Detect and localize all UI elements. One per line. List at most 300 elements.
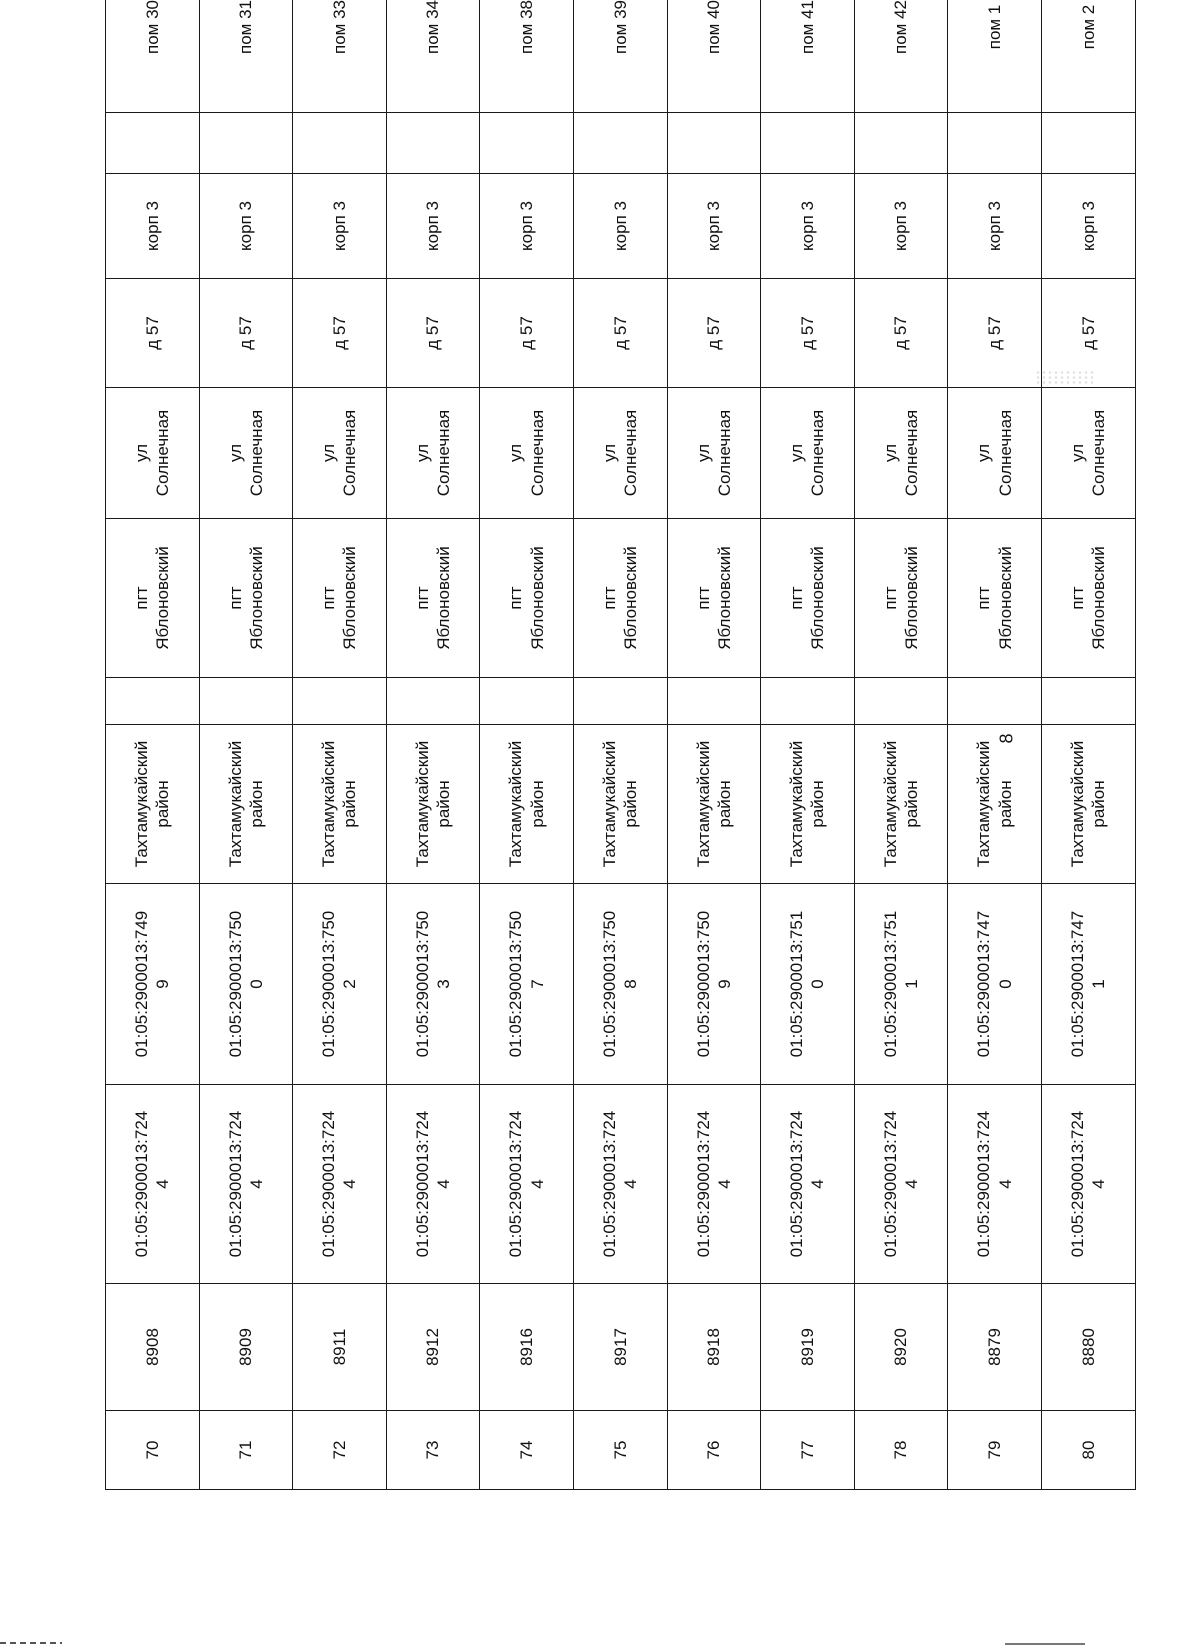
cell-cadastral-number-text: 0 [995, 979, 1015, 989]
cell-cadastral-number-text: 1 [902, 979, 922, 989]
cell-parent-cadastral [948, 1085, 1042, 1284]
cell-building-text: корп 3 [1078, 201, 1098, 251]
cell-settlement-text: Яблоновский [995, 546, 1015, 650]
cell-district-text: Тахтамукайский [693, 740, 713, 868]
cell-district-text: Тахтамукайский [506, 740, 526, 868]
cell-empty [948, 113, 1042, 174]
table-row [386, 0, 480, 1490]
cell-empty [761, 113, 855, 174]
cell-settlement [854, 519, 948, 678]
cell-parent-cadastral-text: 01:05:2900013:724 [787, 1110, 807, 1258]
cell-building-text: корп 3 [329, 201, 349, 251]
cell-parent-cadastral-text: 4 [808, 1179, 828, 1189]
cell-street-text: Солнечная [340, 409, 360, 497]
cell-cadastral-number [761, 884, 855, 1085]
cell-row-number [948, 1411, 1042, 1490]
cell-district [948, 725, 1042, 884]
table-row [199, 0, 293, 1490]
cell-object-code-text: 8909 [236, 1328, 256, 1366]
cell-cadastral-number-text: 7 [527, 979, 547, 989]
cell-district-text: район [1089, 780, 1109, 828]
cell-cadastral-number-text: 01:05:2900013:750 [319, 910, 339, 1058]
cell-empty [948, 678, 1042, 725]
table-row [106, 0, 200, 1490]
cell-building-text: корп 3 [610, 201, 630, 251]
cell-object-code-text: 8880 [1078, 1328, 1098, 1366]
cell-parent-cadastral-text: 01:05:2900013:724 [506, 1110, 526, 1258]
table-row [854, 0, 948, 1490]
cell-building-text: корп 3 [704, 201, 724, 251]
cell-cadastral-number [854, 884, 948, 1085]
cell-object-code [573, 1284, 667, 1411]
cell-empty [386, 113, 480, 174]
cell-house-text: д 57 [891, 316, 911, 350]
cell-empty [1041, 113, 1135, 174]
cell-street-text: Солнечная [153, 409, 173, 497]
cell-room [1041, 0, 1135, 113]
cell-street-text: ул [974, 443, 994, 463]
table-row [948, 0, 1042, 1490]
cell-cadastral-number-text: 01:05:2900013:750 [600, 910, 620, 1058]
cell-row-number [386, 1411, 480, 1490]
cell-cadastral-number-text: 0 [246, 979, 266, 989]
cell-parent-cadastral-text: 4 [340, 1179, 360, 1189]
cell-district-text: район [902, 780, 922, 828]
cell-settlement-text: пгт [132, 586, 152, 610]
cell-room-text: пом 40 [704, 0, 724, 54]
cell-building [106, 174, 200, 279]
cell-object-code [106, 1284, 200, 1411]
cell-empty [1041, 678, 1135, 725]
cell-room [761, 0, 855, 113]
cell-district [480, 725, 574, 884]
cell-empty [573, 113, 667, 174]
cell-settlement [199, 519, 293, 678]
cell-parent-cadastral-text: 4 [527, 1179, 547, 1189]
cell-street [573, 388, 667, 519]
cell-parent-cadastral [293, 1085, 387, 1284]
cell-street-text: ул [412, 443, 432, 463]
cell-settlement [106, 519, 200, 678]
cell-cadastral-number-text: 2 [340, 979, 360, 989]
cell-settlement-text: пгт [974, 586, 994, 610]
cell-street-text: Солнечная [995, 409, 1015, 497]
cell-parent-cadastral [386, 1085, 480, 1284]
rotated-table-container [105, 0, 1135, 1490]
cell-room-text: пом 39 [610, 0, 630, 54]
cell-room [106, 0, 200, 113]
cell-settlement-text: Яблоновский [1089, 546, 1109, 650]
cell-settlement [386, 519, 480, 678]
cell-street [106, 388, 200, 519]
cell-district-text: район [434, 780, 454, 828]
cell-parent-cadastral-text: 4 [1089, 1179, 1109, 1189]
cell-object-code-text: 8919 [797, 1328, 817, 1366]
cell-parent-cadastral-text: 4 [246, 1179, 266, 1189]
table-row [761, 0, 855, 1490]
cell-house-text: д 57 [142, 316, 162, 350]
cell-street [854, 388, 948, 519]
cell-settlement-text: пгт [1067, 586, 1087, 610]
cell-district-text: район [714, 780, 734, 828]
cell-empty [106, 678, 200, 725]
cell-street-text: ул [693, 443, 713, 463]
cell-empty [293, 113, 387, 174]
cell-street-text: ул [225, 443, 245, 463]
cell-building [386, 174, 480, 279]
cell-building-text: корп 3 [423, 201, 443, 251]
cell-parent-cadastral-text: 01:05:2900013:724 [132, 1110, 152, 1258]
cell-parent-cadastral-text: 4 [153, 1179, 173, 1189]
cell-cadastral-number-text: 01:05:2900013:750 [225, 910, 245, 1058]
cell-empty [854, 678, 948, 725]
cell-object-code [854, 1284, 948, 1411]
cell-street [480, 388, 574, 519]
cell-cadastral-number-text: 1 [1089, 979, 1109, 989]
cell-parent-cadastral [199, 1085, 293, 1284]
cell-room-text: пом 33 [329, 0, 349, 54]
cell-house-text: д 57 [329, 316, 349, 350]
cell-house [199, 279, 293, 388]
cell-street [948, 388, 1042, 519]
cell-street [199, 388, 293, 519]
cell-parent-cadastral-text: 4 [902, 1179, 922, 1189]
cell-room-text: пом 42 [891, 0, 911, 54]
cell-row-number-text: 78 [891, 1440, 911, 1460]
cell-row-number-text: 76 [704, 1440, 724, 1460]
cell-district-text: район [153, 780, 173, 828]
cell-street-text: Солнечная [714, 409, 734, 497]
cell-parent-cadastral [106, 1085, 200, 1284]
cell-empty [573, 678, 667, 725]
cell-district-text: Тахтамукайский [319, 740, 339, 868]
cell-empty [667, 113, 761, 174]
table-row [293, 0, 387, 1490]
cell-settlement-text: Яблоновский [621, 546, 641, 650]
cell-district-text: Тахтамукайский [880, 740, 900, 868]
cell-building [480, 174, 574, 279]
cell-district-text: Тахтамукайский [132, 740, 152, 868]
cell-room [293, 0, 387, 113]
cell-house-text: д 57 [704, 316, 724, 350]
cell-object-code-text: 8916 [517, 1328, 537, 1366]
cell-row-number [761, 1411, 855, 1490]
cell-cadastral-number-text: 01:05:2900013:747 [1067, 910, 1087, 1058]
cell-cadastral-number-text: 01:05:2900013:749 [132, 910, 152, 1058]
cell-settlement-text: пгт [787, 586, 807, 610]
cell-district-text: Тахтамукайский [787, 740, 807, 868]
cell-street-text: Солнечная [621, 409, 641, 497]
cell-parent-cadastral-text: 01:05:2900013:724 [974, 1110, 994, 1258]
cell-house [854, 279, 948, 388]
cell-district-text: Тахтамукайский [412, 740, 432, 868]
cell-cadastral-number-text: 01:05:2900013:750 [506, 910, 526, 1058]
cell-cadastral-number [386, 884, 480, 1085]
cell-cadastral-number-text: 3 [434, 979, 454, 989]
cell-cadastral-number [106, 884, 200, 1085]
cell-settlement-text: пгт [225, 586, 245, 610]
cell-house [948, 279, 1042, 388]
cell-room-text: пом 41 [797, 0, 817, 54]
cell-settlement-text: пгт [880, 586, 900, 610]
cell-row-number-text: 79 [985, 1440, 1005, 1460]
cell-cadastral-number [199, 884, 293, 1085]
cell-street-text: ул [600, 443, 620, 463]
cell-row-number [1041, 1411, 1135, 1490]
registry-table-body [106, 0, 1136, 1490]
cell-parent-cadastral [761, 1085, 855, 1284]
cell-object-code [293, 1284, 387, 1411]
cell-row-number-text: 72 [329, 1440, 349, 1460]
cell-cadastral-number-text: 01:05:2900013:750 [412, 910, 432, 1058]
cell-parent-cadastral [667, 1085, 761, 1284]
cell-settlement [293, 519, 387, 678]
cell-parent-cadastral-text: 01:05:2900013:724 [693, 1110, 713, 1258]
cell-settlement [761, 519, 855, 678]
cell-building [573, 174, 667, 279]
cell-street [667, 388, 761, 519]
cell-building-text: корп 3 [517, 201, 537, 251]
cell-parent-cadastral-text: 4 [995, 1179, 1015, 1189]
cell-cadastral-number [480, 884, 574, 1085]
cell-settlement-text: пгт [693, 586, 713, 610]
cell-parent-cadastral-text: 4 [714, 1179, 734, 1189]
cell-building [199, 174, 293, 279]
cell-row-number [573, 1411, 667, 1490]
cell-building [948, 174, 1042, 279]
cell-house [480, 279, 574, 388]
cell-street-text: ул [787, 443, 807, 463]
cell-district-text: район [808, 780, 828, 828]
cell-house-text: д 57 [610, 316, 630, 350]
cell-row-number [293, 1411, 387, 1490]
property-registry-table [105, 0, 1136, 1490]
cell-district [667, 725, 761, 884]
cell-empty [854, 113, 948, 174]
cell-cadastral-number-text: 01:05:2900013:750 [693, 910, 713, 1058]
cell-house [106, 279, 200, 388]
cell-room-text: пом 38 [517, 0, 537, 54]
cell-cadastral-number [1041, 884, 1135, 1085]
cell-parent-cadastral-text: 01:05:2900013:724 [319, 1110, 339, 1258]
cell-house [761, 279, 855, 388]
cell-cadastral-number-text: 9 [714, 979, 734, 989]
cell-parent-cadastral [573, 1085, 667, 1284]
cell-object-code [761, 1284, 855, 1411]
cell-street-text: ул [132, 443, 152, 463]
cell-cadastral-number [573, 884, 667, 1085]
cell-parent-cadastral-text: 01:05:2900013:724 [600, 1110, 620, 1258]
cell-house-text: д 57 [423, 316, 443, 350]
cell-district [199, 725, 293, 884]
cell-parent-cadastral-text: 4 [621, 1179, 641, 1189]
cell-street [386, 388, 480, 519]
cell-cadastral-number-text: 01:05:2900013:751 [787, 910, 807, 1058]
cell-settlement-text: Яблоновский [340, 546, 360, 650]
cell-house-text: д 57 [1078, 316, 1098, 350]
cell-district-text: район [621, 780, 641, 828]
cell-building-text: корп 3 [797, 201, 817, 251]
cell-object-code-text: 8918 [704, 1328, 724, 1366]
cell-district [386, 725, 480, 884]
cell-empty [293, 678, 387, 725]
cell-settlement-text: Яблоновский [434, 546, 454, 650]
cell-settlement-text: Яблоновский [714, 546, 734, 650]
cell-district-text: Тахтамукайский [974, 740, 994, 868]
cell-street-text: Солнечная [808, 409, 828, 497]
cell-district [854, 725, 948, 884]
cell-object-code-text: 8879 [985, 1328, 1005, 1366]
cell-object-code [948, 1284, 1042, 1411]
cell-house [293, 279, 387, 388]
cell-street-text: ул [319, 443, 339, 463]
cell-settlement-text: пгт [412, 586, 432, 610]
cell-room [667, 0, 761, 113]
cell-district-text: район [527, 780, 547, 828]
cell-house [386, 279, 480, 388]
cell-empty [667, 678, 761, 725]
cell-object-code [386, 1284, 480, 1411]
cell-building-text: корп 3 [236, 201, 256, 251]
cell-building [854, 174, 948, 279]
cell-object-code-text: 8908 [142, 1328, 162, 1366]
cell-street-text: ул [880, 443, 900, 463]
cell-district-text: Тахтамукайский [1067, 740, 1087, 868]
cell-object-code-text: 8917 [610, 1328, 630, 1366]
cell-row-number-text: 77 [797, 1440, 817, 1460]
cell-district [106, 725, 200, 884]
cell-settlement-text: пгт [319, 586, 339, 610]
cell-street-text: ул [506, 443, 526, 463]
cell-room-text: пом 31 [236, 0, 256, 54]
cell-district [573, 725, 667, 884]
cell-parent-cadastral-text: 01:05:2900013:724 [412, 1110, 432, 1258]
cell-cadastral-number [948, 884, 1042, 1085]
cell-empty [761, 678, 855, 725]
cell-parent-cadastral [480, 1085, 574, 1284]
cell-street-text: Солнечная [902, 409, 922, 497]
cell-empty [386, 678, 480, 725]
cell-room [480, 0, 574, 113]
table-row [667, 0, 761, 1490]
cell-parent-cadastral [1041, 1085, 1135, 1284]
cell-settlement-text: пгт [506, 586, 526, 610]
cell-row-number-text: 71 [236, 1440, 256, 1460]
cell-empty [480, 678, 574, 725]
page-number: 8 [996, 733, 1017, 744]
table-row [480, 0, 574, 1490]
cell-street [293, 388, 387, 519]
table-row [573, 0, 667, 1490]
cell-cadastral-number-text: 0 [808, 979, 828, 989]
cell-district-text: район [246, 780, 266, 828]
cell-building [761, 174, 855, 279]
cell-house-text: д 57 [236, 316, 256, 350]
cell-cadastral-number-text: 01:05:2900013:751 [880, 910, 900, 1058]
cell-street [1041, 388, 1135, 519]
cell-house-text: д 57 [517, 316, 537, 350]
cell-object-code-text: 8912 [423, 1328, 443, 1366]
cell-room-text: пом 30 [142, 0, 162, 54]
cell-row-number [199, 1411, 293, 1490]
cell-street-text: Солнечная [527, 409, 547, 497]
cell-settlement [1041, 519, 1135, 678]
cell-building-text: корп 3 [985, 201, 1005, 251]
scan-artifact-speck [1035, 370, 1095, 384]
cell-settlement [948, 519, 1042, 678]
cell-object-code [1041, 1284, 1135, 1411]
table-row [1041, 0, 1135, 1490]
cell-district [761, 725, 855, 884]
cell-row-number-text: 80 [1078, 1440, 1098, 1460]
cell-object-code-text: 8920 [891, 1328, 911, 1366]
cell-settlement-text: Яблоновский [153, 546, 173, 650]
cell-cadastral-number-text: 9 [153, 979, 173, 989]
cell-house-text: д 57 [985, 316, 1005, 350]
cell-settlement-text: Яблоновский [527, 546, 547, 650]
cell-settlement [573, 519, 667, 678]
cell-empty [106, 113, 200, 174]
cell-row-number-text: 70 [142, 1440, 162, 1460]
cell-building [667, 174, 761, 279]
cell-cadastral-number [293, 884, 387, 1085]
cell-object-code [199, 1284, 293, 1411]
cell-row-number-text: 73 [423, 1440, 443, 1460]
cell-settlement [480, 519, 574, 678]
cell-room-text: пом 2 [1078, 4, 1098, 50]
cell-district [293, 725, 387, 884]
cell-row-number [480, 1411, 574, 1490]
cell-building-text: корп 3 [142, 201, 162, 251]
cell-room-text: пом 1 [985, 4, 1005, 50]
cell-street [761, 388, 855, 519]
cell-district-text: район [340, 780, 360, 828]
cell-street-text: Солнечная [434, 409, 454, 497]
cell-row-number [854, 1411, 948, 1490]
cell-cadastral-number-text: 8 [621, 979, 641, 989]
cell-house-text: д 57 [797, 316, 817, 350]
cell-settlement-text: Яблоновский [808, 546, 828, 650]
cell-street-text: Солнечная [246, 409, 266, 497]
cell-district-text: Тахтамукайский [225, 740, 245, 868]
cell-room [199, 0, 293, 113]
cell-parent-cadastral-text: 01:05:2900013:724 [225, 1110, 245, 1258]
cell-house [667, 279, 761, 388]
cell-empty [199, 113, 293, 174]
cell-room-text: пом 34 [423, 0, 443, 54]
cell-room [854, 0, 948, 113]
cell-building [293, 174, 387, 279]
cell-object-code [480, 1284, 574, 1411]
cell-parent-cadastral-text: 01:05:2900013:724 [880, 1110, 900, 1258]
cell-settlement-text: Яблоновский [902, 546, 922, 650]
cell-cadastral-number [667, 884, 761, 1085]
cell-district-text: Тахтамукайский [600, 740, 620, 868]
cell-row-number-text: 75 [610, 1440, 630, 1460]
cell-room [386, 0, 480, 113]
cell-parent-cadastral [854, 1085, 948, 1284]
cell-cadastral-number-text: 01:05:2900013:747 [974, 910, 994, 1058]
cell-settlement-text: Яблоновский [246, 546, 266, 650]
cell-settlement-text: пгт [600, 586, 620, 610]
cell-street-text: Солнечная [1089, 409, 1109, 497]
cell-district-text: район [995, 780, 1015, 828]
cell-parent-cadastral-text: 01:05:2900013:724 [1067, 1110, 1087, 1258]
cell-settlement [667, 519, 761, 678]
cell-building [1041, 174, 1135, 279]
cell-empty [199, 678, 293, 725]
cell-row-number [106, 1411, 200, 1490]
